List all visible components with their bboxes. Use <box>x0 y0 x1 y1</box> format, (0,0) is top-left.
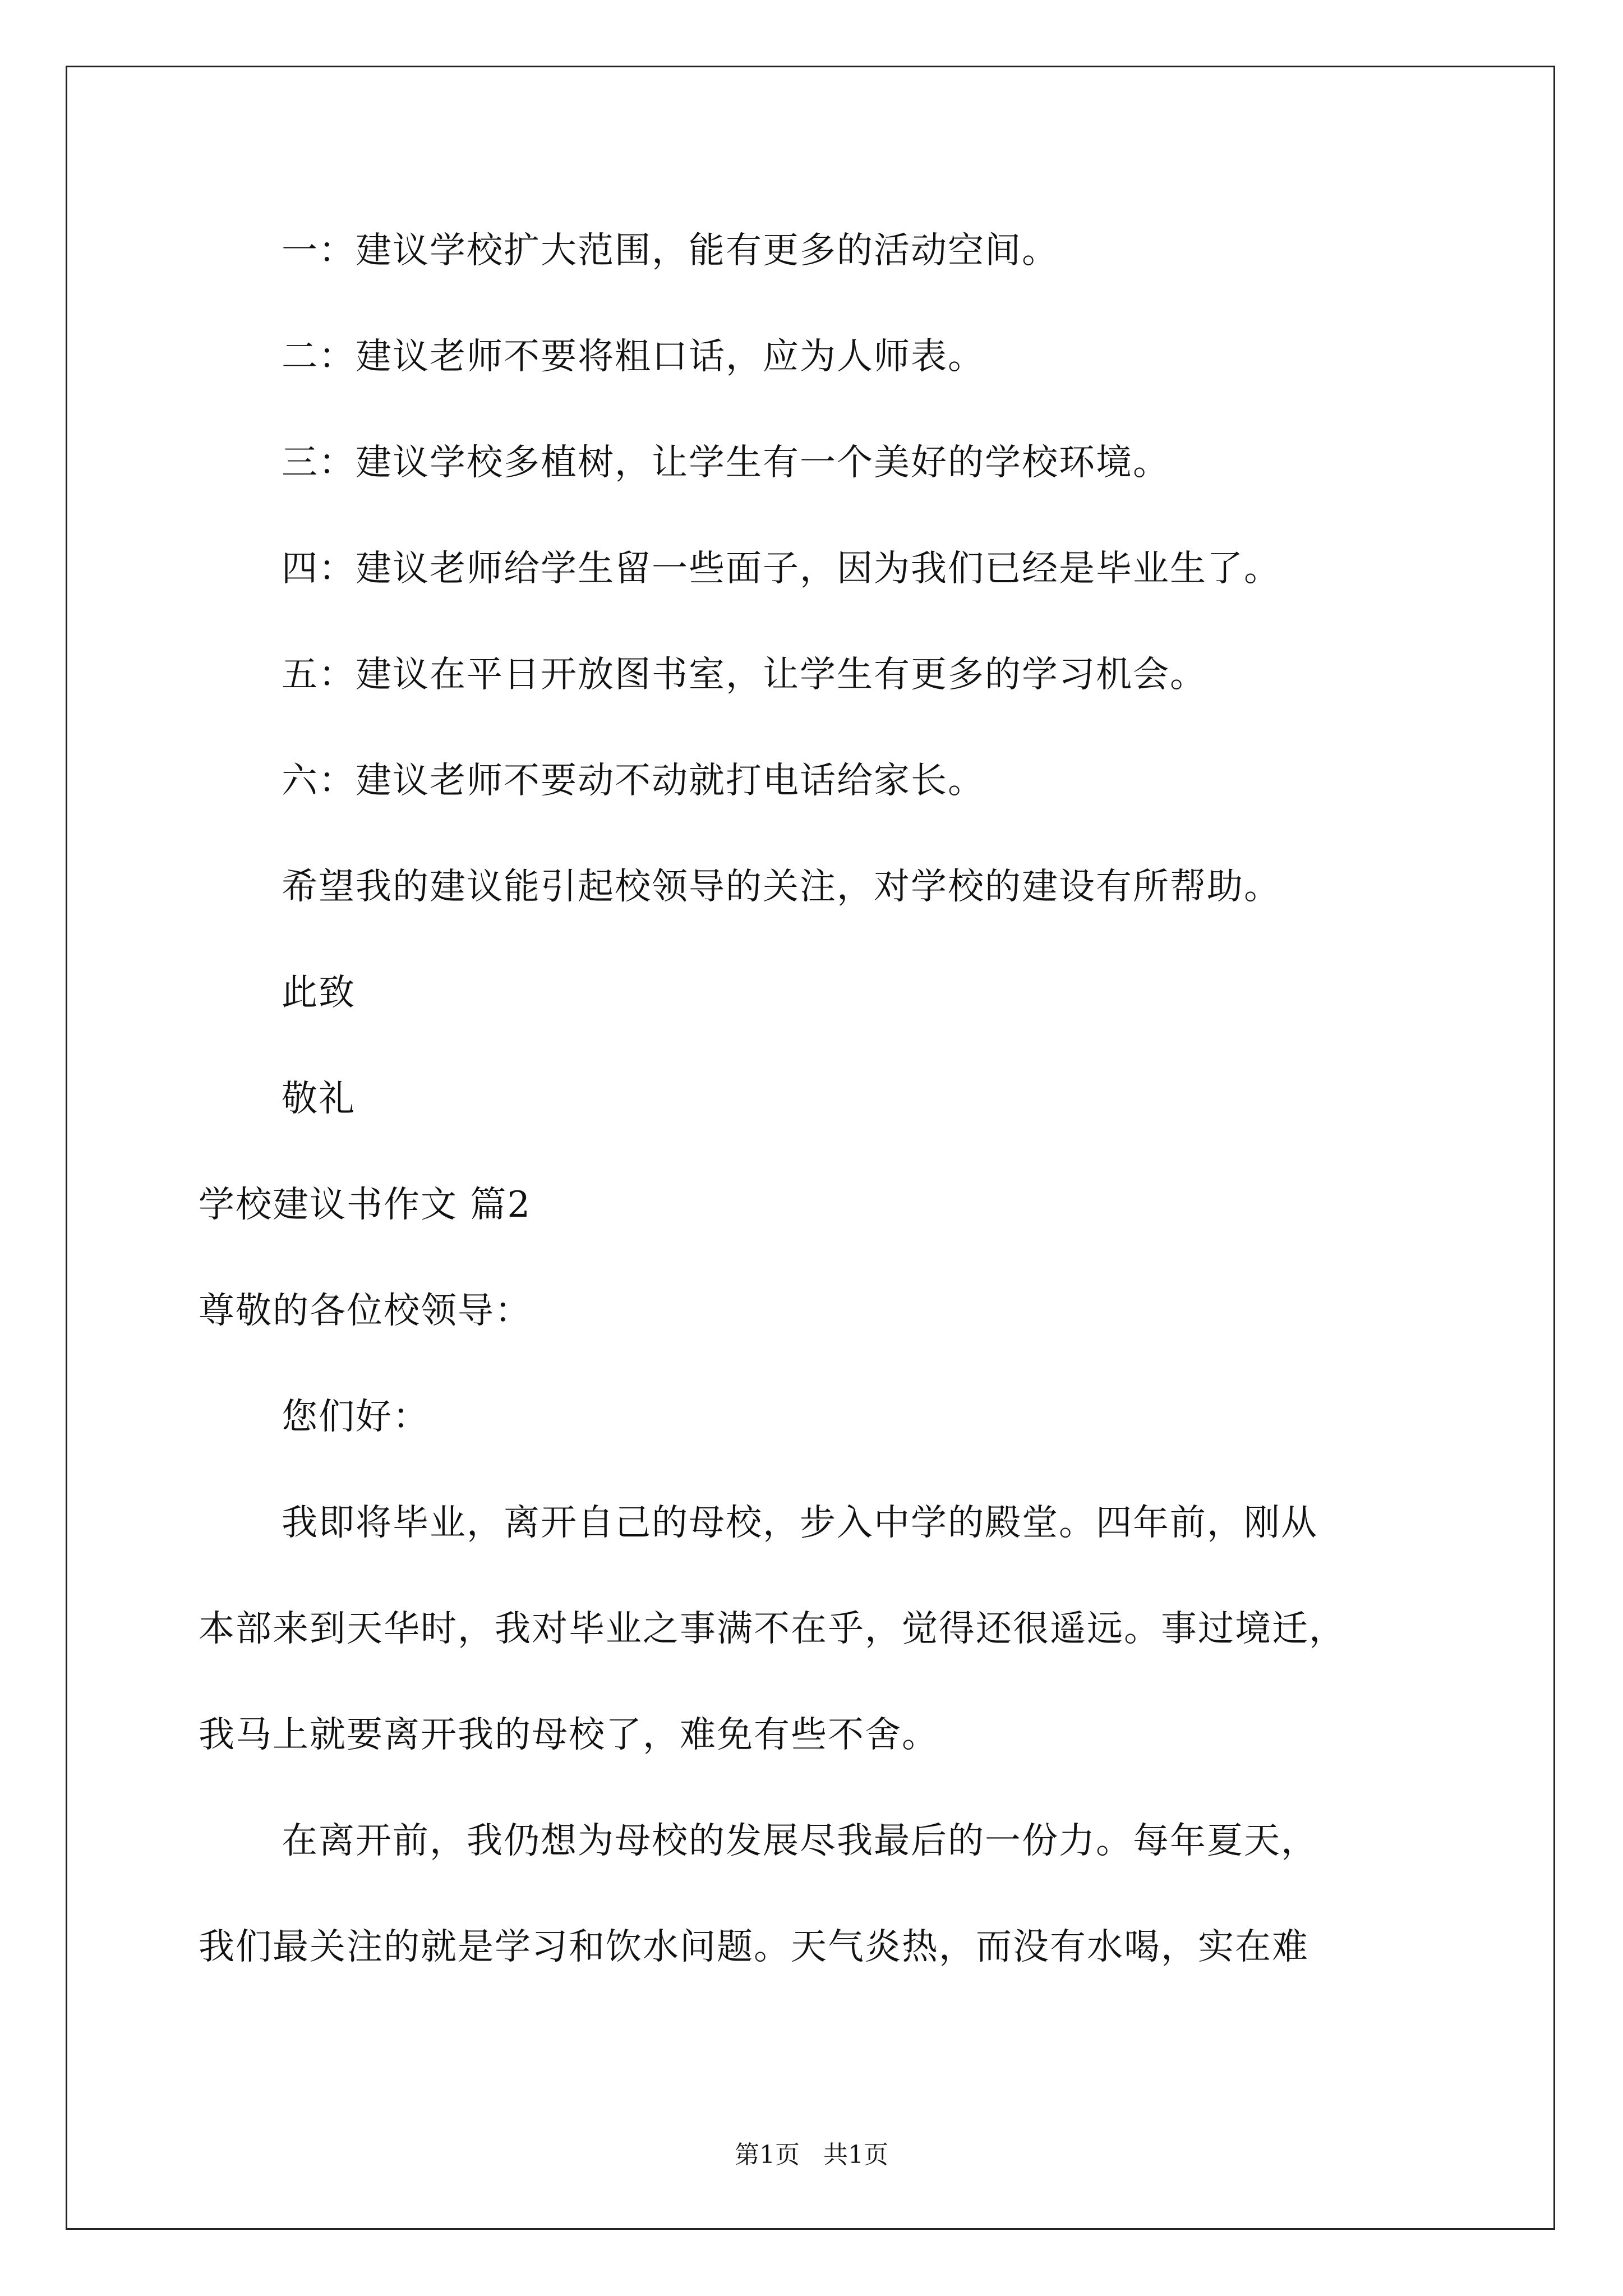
suggestion-2: 二：建议老师不要将粗口话，应为人师表。 <box>282 336 985 378</box>
section-title: 学校建议书作文 篇2 <box>199 1184 532 1226</box>
paragraph-1-line-1: 我即将毕业，离开自己的母校，步入中学的殿堂。四年前，刚从 <box>282 1502 1318 1544</box>
salutation: 尊敬的各位校领导： <box>199 1290 532 1332</box>
page-footer: 第1页 共1页 <box>735 2141 888 2169</box>
suggestion-4: 四：建议老师给学生留一些面子，因为我们已经是毕业生了。 <box>282 548 1281 590</box>
suggestion-3: 三：建议学校多植树，让学生有一个美好的学校环境。 <box>282 442 1170 484</box>
suggestion-1: 一：建议学校扩大范围，能有更多的活动空间。 <box>282 230 1059 272</box>
paragraph-2-line-1: 在离开前，我仍想为母校的发展尽我最后的一份力。每年夏天， <box>282 1820 1318 1862</box>
closing-2: 敬礼 <box>282 1078 356 1120</box>
paragraph-1-line-2: 本部来到天华时，我对毕业之事满不在乎，觉得还很遥远。事过境迁， <box>199 1608 1346 1650</box>
closing-1: 此致 <box>282 972 356 1014</box>
greeting: 您们好： <box>282 1396 430 1438</box>
suggestion-6: 六：建议老师不要动不动就打电话给家长。 <box>282 760 985 802</box>
page-border <box>66 66 1555 2230</box>
paragraph-1-line-3: 我马上就要离开我的母校了，难免有些不舍。 <box>199 1714 939 1756</box>
closing-hope: 希望我的建议能引起校领导的关注，对学校的建设有所帮助。 <box>282 866 1281 908</box>
suggestion-5: 五：建议在平日开放图书室，让学生有更多的学习机会。 <box>282 654 1207 696</box>
paragraph-2-line-2: 我们最关注的就是学习和饮水问题。天气炎热，而没有水喝，实在难 <box>199 1926 1309 1968</box>
